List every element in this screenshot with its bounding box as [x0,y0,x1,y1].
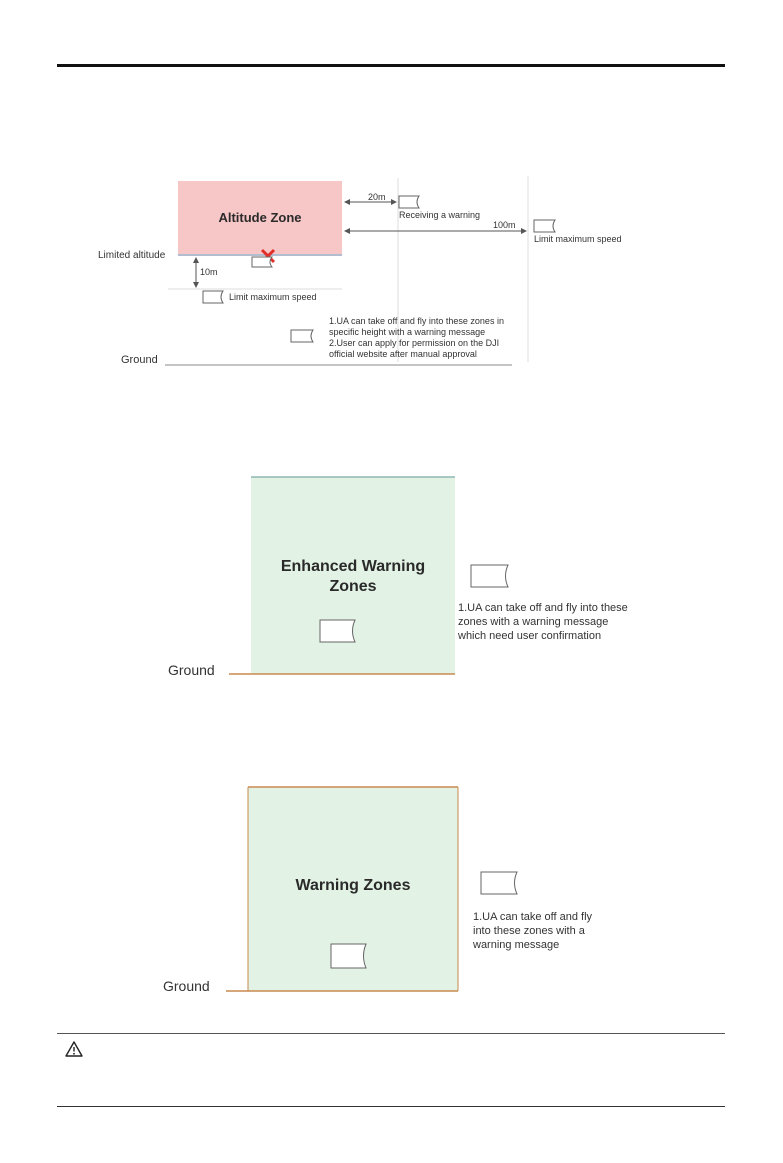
enhanced-zone-title-line2: Zones [329,578,377,595]
warning-note-line1: 1.UA can take off and fly [473,911,593,923]
altitude-note-line3: 2.User can apply for permission on the DJI [329,338,500,348]
warning-zone-icon [331,944,366,968]
note-divider [57,1033,725,1034]
warning-note-icon [481,872,517,894]
zone-icon [252,257,272,267]
warning-note-line2: into these zones with a [473,925,585,937]
enhanced-zone-icon [320,620,355,642]
limit-speed-below-label: Limit maximum speed [229,292,317,302]
altitude-note-line2: specific height with a warning message [329,327,486,337]
limit-speed-right-label: Limit maximum speed [534,234,622,244]
receiving-warning-label: Receiving a warning [399,210,481,220]
enhanced-note-line1: 1.UA can take off and fly into these [458,602,628,614]
distance-100m-label: 100m [493,220,516,230]
ground-label-enhanced: Ground [168,662,215,678]
distance-20m-label: 20m [368,192,386,202]
warning-icon [399,196,419,208]
altitude-zone-title: Altitude Zone [218,210,302,225]
ground-label-warning: Ground [163,978,210,994]
altitude-note [329,316,504,360]
warning-note-line3: warning message [473,939,560,951]
ground-label-altitude: Ground [121,354,158,366]
distance-10m-label: 10m [200,267,218,277]
altitude-note-line1: 1.UA can take off and fly into these zones in [329,316,504,326]
note-icon [291,330,313,342]
warning-zone-title: Warning Zones [295,877,411,894]
enhanced-note-line3: which need user confirmation [458,630,602,642]
enhanced-note [458,601,628,643]
enhanced-note-line2: zones with a warning message [458,616,609,628]
speed-limit-below-icon [203,291,223,303]
speed-limit-icon [534,220,555,232]
limited-altitude-label: Limited altitude [98,250,166,261]
footer-rule [57,1106,725,1107]
altitude-note-line4: official website after manual approval [329,349,477,359]
enhanced-zone-title-line1: Enhanced Warning [280,558,426,575]
warning-triangle-icon [64,1040,84,1058]
warning-note [473,910,592,952]
enhanced-zone-title [251,557,455,597]
enhanced-note-icon [471,565,508,587]
